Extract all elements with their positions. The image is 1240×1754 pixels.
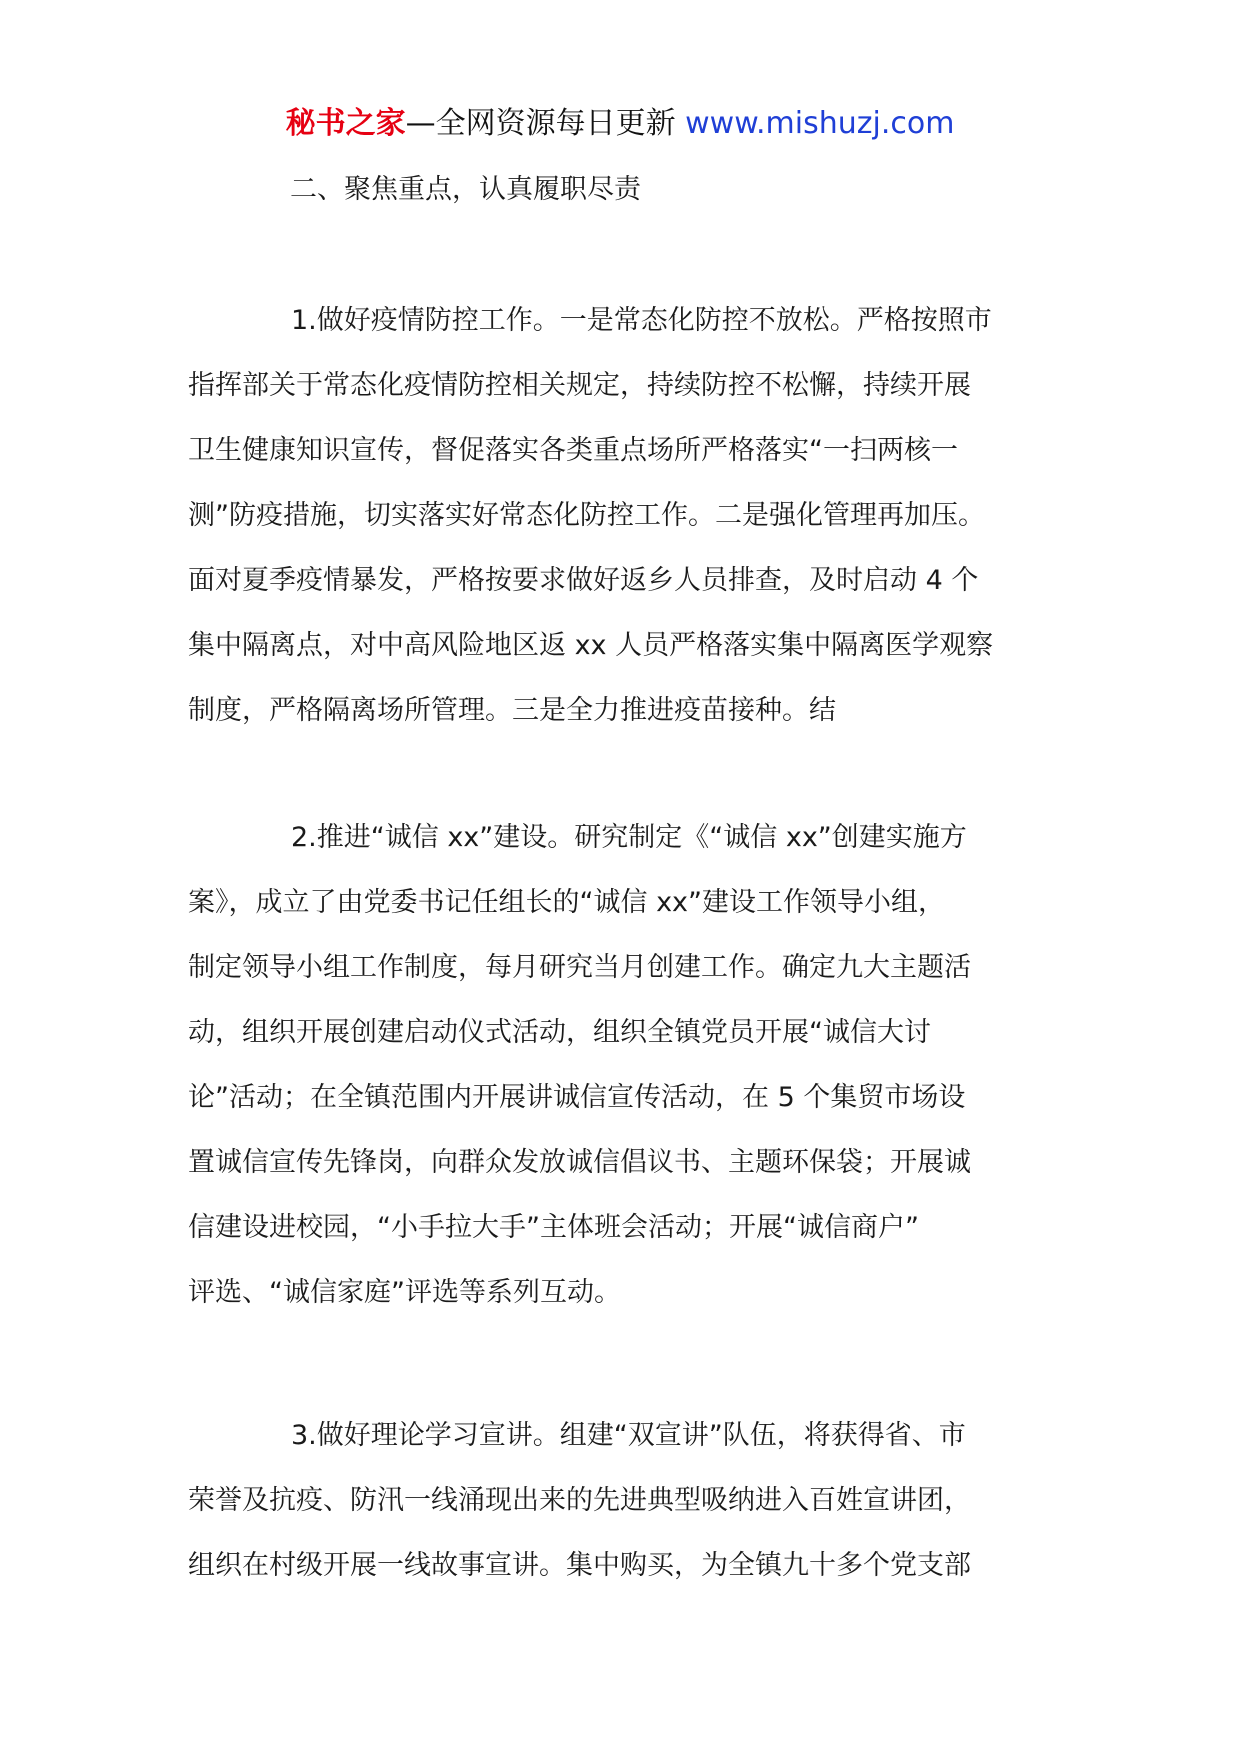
site-url-link[interactable]: www.mishuzj.com [685,106,955,141]
paragraph-line: 评选、“诚信家庭”评选等系列互动。 [188,1277,621,1308]
paragraph-line: 案》，成立了由党委书记任组长的“诚信 xx”建设工作领导小组， [188,887,946,918]
site-header [0,100,1240,148]
paragraph-line: 1.做好疫情防控工作。一是常态化防控不放松。严格按照市 [291,305,992,336]
paragraph-epidemic-prevention [188,288,1068,743]
paragraph-line: 指挥部关于常态化疫情防控相关规定，持续防控不松懈，持续开展 [188,370,971,401]
paragraph-line: 3.做好理论学习宣讲。组建“双宣讲”队伍，将获得省、市 [291,1420,966,1451]
paragraph-theory-study [188,1403,1068,1598]
paragraph-line: 制定领导小组工作制度，每月研究当月创建工作。确定九大主题活 [188,952,971,983]
paragraph-line: 面对夏季疫情暴发，严格按要求做好返乡人员排查，及时启动 4 个 [188,565,979,596]
paragraph-line: 2.推进“诚信 xx”建设。研究制定《“诚信 xx”创建实施方 [291,822,967,853]
paragraph-line: 制度，严格隔离场所管理。三是全力推进疫苗接种。结 [188,695,836,726]
paragraph-line: 置诚信宣传先锋岗，向群众发放诚信倡议书、主题环保袋；开展诚 [188,1147,971,1178]
paragraph-integrity-construction [188,805,1068,1325]
paragraph-line: 论”活动；在全镇范围内开展讲诚信宣传活动，在 5 个集贸市场设 [188,1082,966,1113]
paragraph-line: 集中隔离点，对中高风险地区返 xx 人员严格落实集中隔离医学观察 [188,630,994,661]
paragraph-line: 动，组织开展创建启动仪式活动，组织全镇党员开展“诚信大讨 [188,1017,931,1048]
paragraph-line: 卫生健康知识宣传，督促落实各类重点场所严格落实“一扫两核一 [188,435,958,466]
brand-name: 秘书之家 [285,106,406,141]
section-heading: 二、聚焦重点，认真履职尽责 [290,174,641,205]
paragraph-line: 荣誉及抗疫、防汛一线涌现出来的先进典型吸纳进入百姓宣讲团， [188,1485,971,1516]
paragraph-line: 信建设进校园，“小手拉大手”主体班会活动；开展“诚信商户” [188,1212,919,1243]
paragraph-line: 测”防疫措施，切实落实好常态化防控工作。二是强化管理再加压。 [188,500,985,531]
header-tagline: —全网资源每日更新 [405,106,686,141]
paragraph-line: 组织在村级开展一线故事宣讲。集中购买，为全镇九十多个党支部 [188,1550,971,1581]
